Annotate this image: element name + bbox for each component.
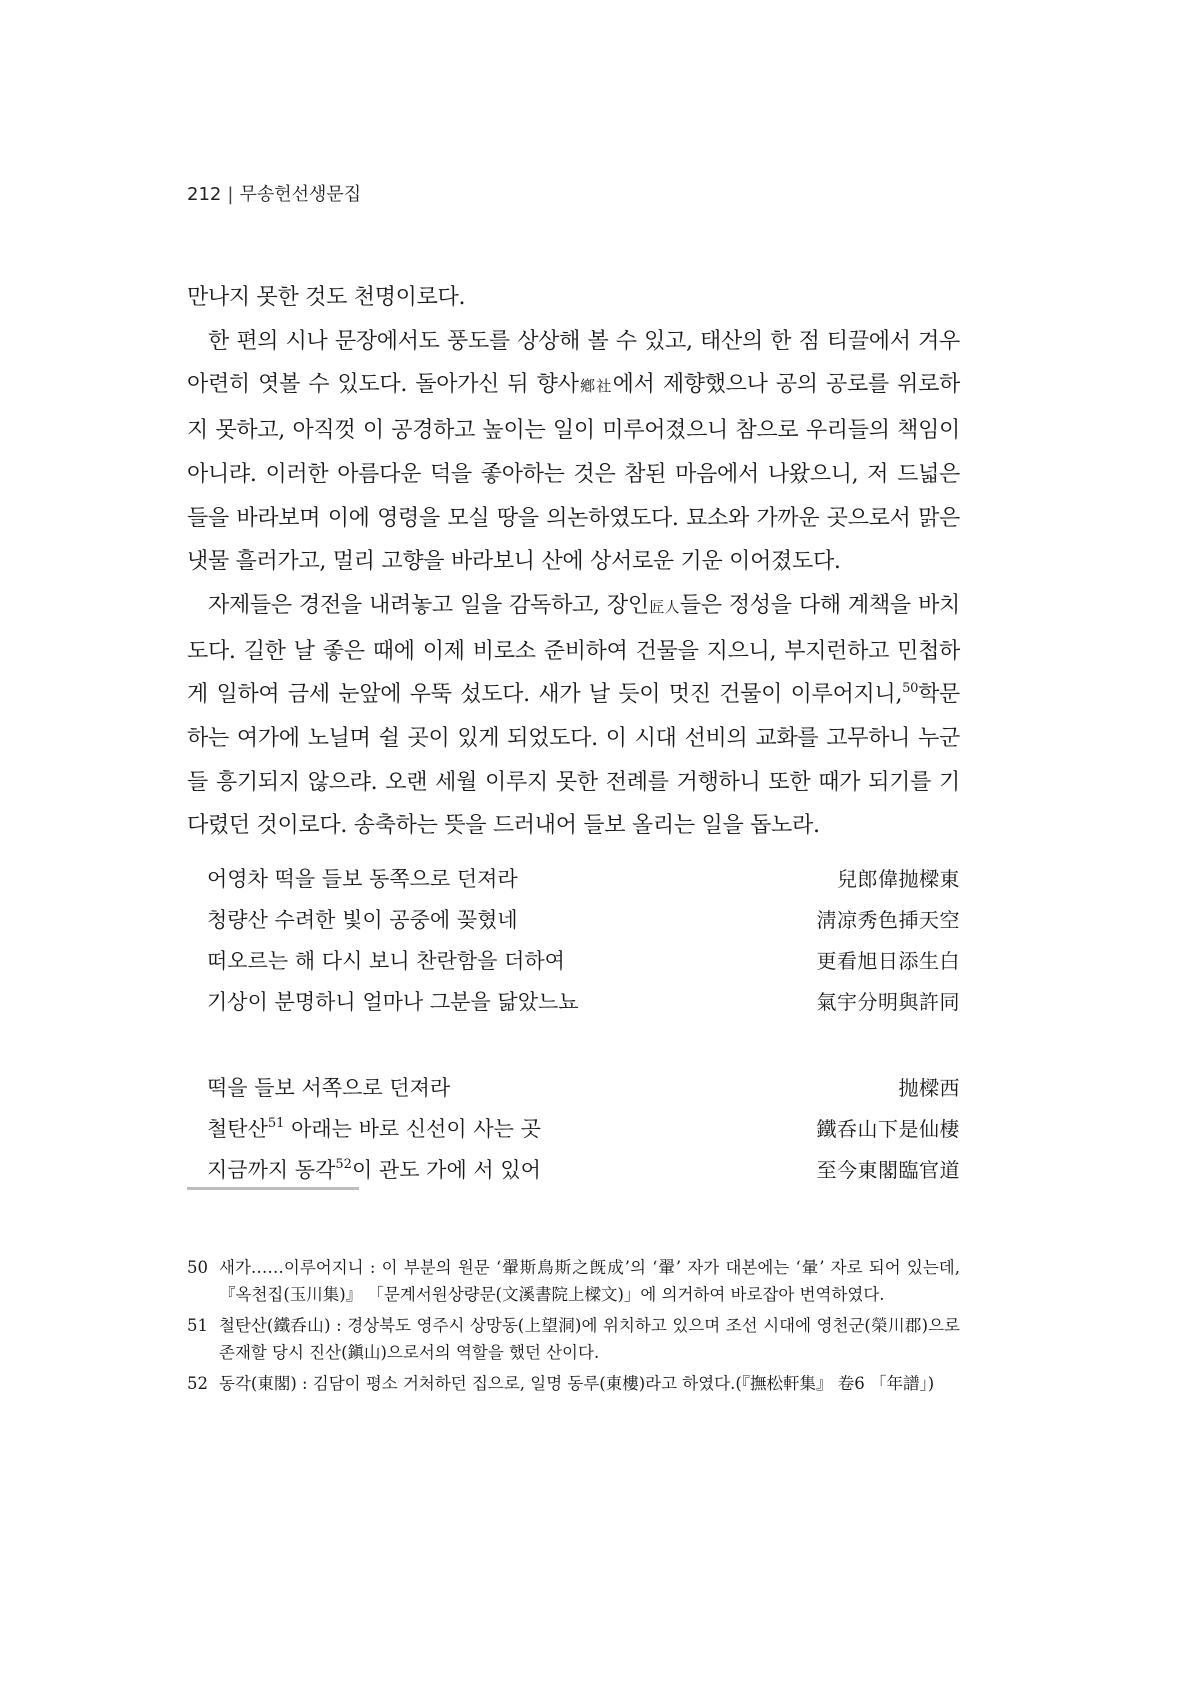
poem-hanja: 鐵呑山下是仙棲 <box>816 1117 960 1141</box>
poem-korean: 청량산 수려한 빛이 공중에 꽂혔네 <box>207 907 518 932</box>
hanja-gloss: 鄕社 <box>578 377 613 396</box>
header-separator: | <box>227 184 234 205</box>
poem-line <box>207 1066 960 1107</box>
footnote-50 <box>187 1254 960 1308</box>
footnote-ref-50[interactable]: 50 <box>902 681 919 697</box>
footnote-52 <box>187 1370 960 1397</box>
main-text <box>187 276 960 848</box>
poem-line <box>207 980 960 1021</box>
footnote-number: 51 <box>187 1316 208 1335</box>
poem-korean <box>207 1113 541 1143</box>
poem-stanza-1 <box>207 857 960 1021</box>
paragraph-3 <box>187 584 960 848</box>
footnote-number: 50 <box>187 1258 208 1277</box>
paragraph-2-text-b: 에서 제향했으나 공의 공로를 위로하지 못하고, 아직껏 이 공경하고 높이는 일이 미루어졌으니 참으로 우리들의 책임이 아니랴. 이러한 아름다운 덕을 좋아하는 것은 참된 마음에서 나왔으니, 저 드넓은 들을 바라보며 이에 영령을 모실 땅을 의논하였도다. 묘소와 가까운 곳으로서 맑은 냇물 흘러가고, 멀리 고향을 바라보니 산에 상서로운 기운 이어졌도다. <box>187 372 960 575</box>
poem-korean-b: 이 관도 가에 서 있어 <box>351 1157 541 1182</box>
paragraph-3-text-a: 자제들은 경전을 내려놓고 일을 감독하고, 장인 <box>208 592 649 618</box>
footnote-text: 동각(東閣) : 김담이 평소 거처하던 집으로, 일명 동루(東樓)라고 하였다.(『撫松軒集』 卷6 「年譜」) <box>219 1374 935 1393</box>
poem-korean: 기상이 분명하니 얼마나 그분을 닮았느뇨 <box>207 989 579 1014</box>
poem-korean: 떠오르는 해 다시 보니 찬란함을 더하여 <box>207 948 565 973</box>
page-number: 212 <box>187 184 222 205</box>
poem-hanja: 淸凉秀色揷天空 <box>816 908 960 932</box>
footnote-51 <box>187 1312 960 1366</box>
footnote-ref-51[interactable]: 51 <box>267 1115 285 1131</box>
poem-korean: 떡을 들보 서쪽으로 던져라 <box>207 1075 451 1100</box>
paragraph-2 <box>187 320 960 584</box>
footnote-text: 새가……이루어지니 : 이 부분의 원문 ‘翬斯鳥斯之旣成’의 ‘翬’ 자가 대본에는 ‘暈’ 자로 되어 있는데, 『옥천집(玉川集)』 「문계서원상량문(文溪書院上樑文)」에 의거하여 바로잡아 번역하였다. <box>219 1258 960 1304</box>
running-header <box>187 183 361 207</box>
poem-korean <box>207 1154 541 1184</box>
paragraph-3-text-b: 들은 정성을 다해 계책을 바치도다. 길한 날 좋은 때에 이제 비로소 준비하여 건물을 지으니, 부지런하고 민첩하게 일하여 금세 눈앞에 우뚝 섰도다. 새가 날 듯이 멋진 건물이 이루어지니, <box>187 592 960 708</box>
poem-stanza-2 <box>207 1066 960 1189</box>
poem-line <box>207 1107 960 1148</box>
poem-line <box>207 939 960 980</box>
poem-hanja: 更看旭日添生白 <box>816 949 960 973</box>
footnote-number: 52 <box>187 1374 208 1393</box>
paragraph-1: 만나지 못한 것도 천명이로다. <box>187 285 466 310</box>
paragraph-2-text-a: 한 편의 시나 문장에서도 풍도를 상상해 볼 수 있고, 태산의 한 점 티끌에서 겨우 아련히 엿볼 수 있도다. 돌아가신 뒤 향사 <box>187 328 960 398</box>
poem-korean-a: 철탄산 <box>207 1116 268 1141</box>
poem-hanja: 兒郎偉抛樑東 <box>837 867 960 891</box>
footnote-ref-52[interactable]: 52 <box>335 1156 352 1172</box>
footnotes <box>187 1254 960 1401</box>
poem-hanja: 至今東閣臨官道 <box>816 1158 960 1182</box>
footnote-divider <box>187 1187 359 1190</box>
footnote-text: 철탄산(鐵呑山) : 경상북도 영주시 상망동(上望洞)에 위치하고 있으며 조선 시대에 영천군(榮川郡)으로 존재할 당시 진산(鎭山)으로서의 역할을 했던 산이다. <box>219 1316 960 1362</box>
poem-korean-a: 지금까지 동각 <box>207 1157 336 1182</box>
book-title: 무송헌선생문집 <box>239 184 362 205</box>
poem-korean: 어영차 떡을 들보 동쪽으로 던져라 <box>207 866 518 891</box>
paragraph-3-text-c: 학문하는 여가에 노닐며 쉴 곳이 있게 되었도다. 이 시대 선비의 교화를 고무하니 누군들 흥기되지 않으랴. 오랜 세월 이루지 못한 전례를 거행하니 또한 때가 되기를 기다렸던 것이로다. 송축하는 뜻을 드러내어 들보 올리는 일을 돕노라. <box>187 682 960 839</box>
poem-korean-b: 아래는 바로 신선이 사는 곳 <box>284 1116 541 1141</box>
poem-hanja: 氣宇分明與許同 <box>816 990 960 1014</box>
poem-line <box>207 1148 960 1189</box>
poem-line <box>207 857 960 898</box>
poem-line <box>207 898 960 939</box>
hanja-gloss: 匠人 <box>648 597 680 616</box>
poem-hanja: 抛樑西 <box>898 1076 960 1100</box>
